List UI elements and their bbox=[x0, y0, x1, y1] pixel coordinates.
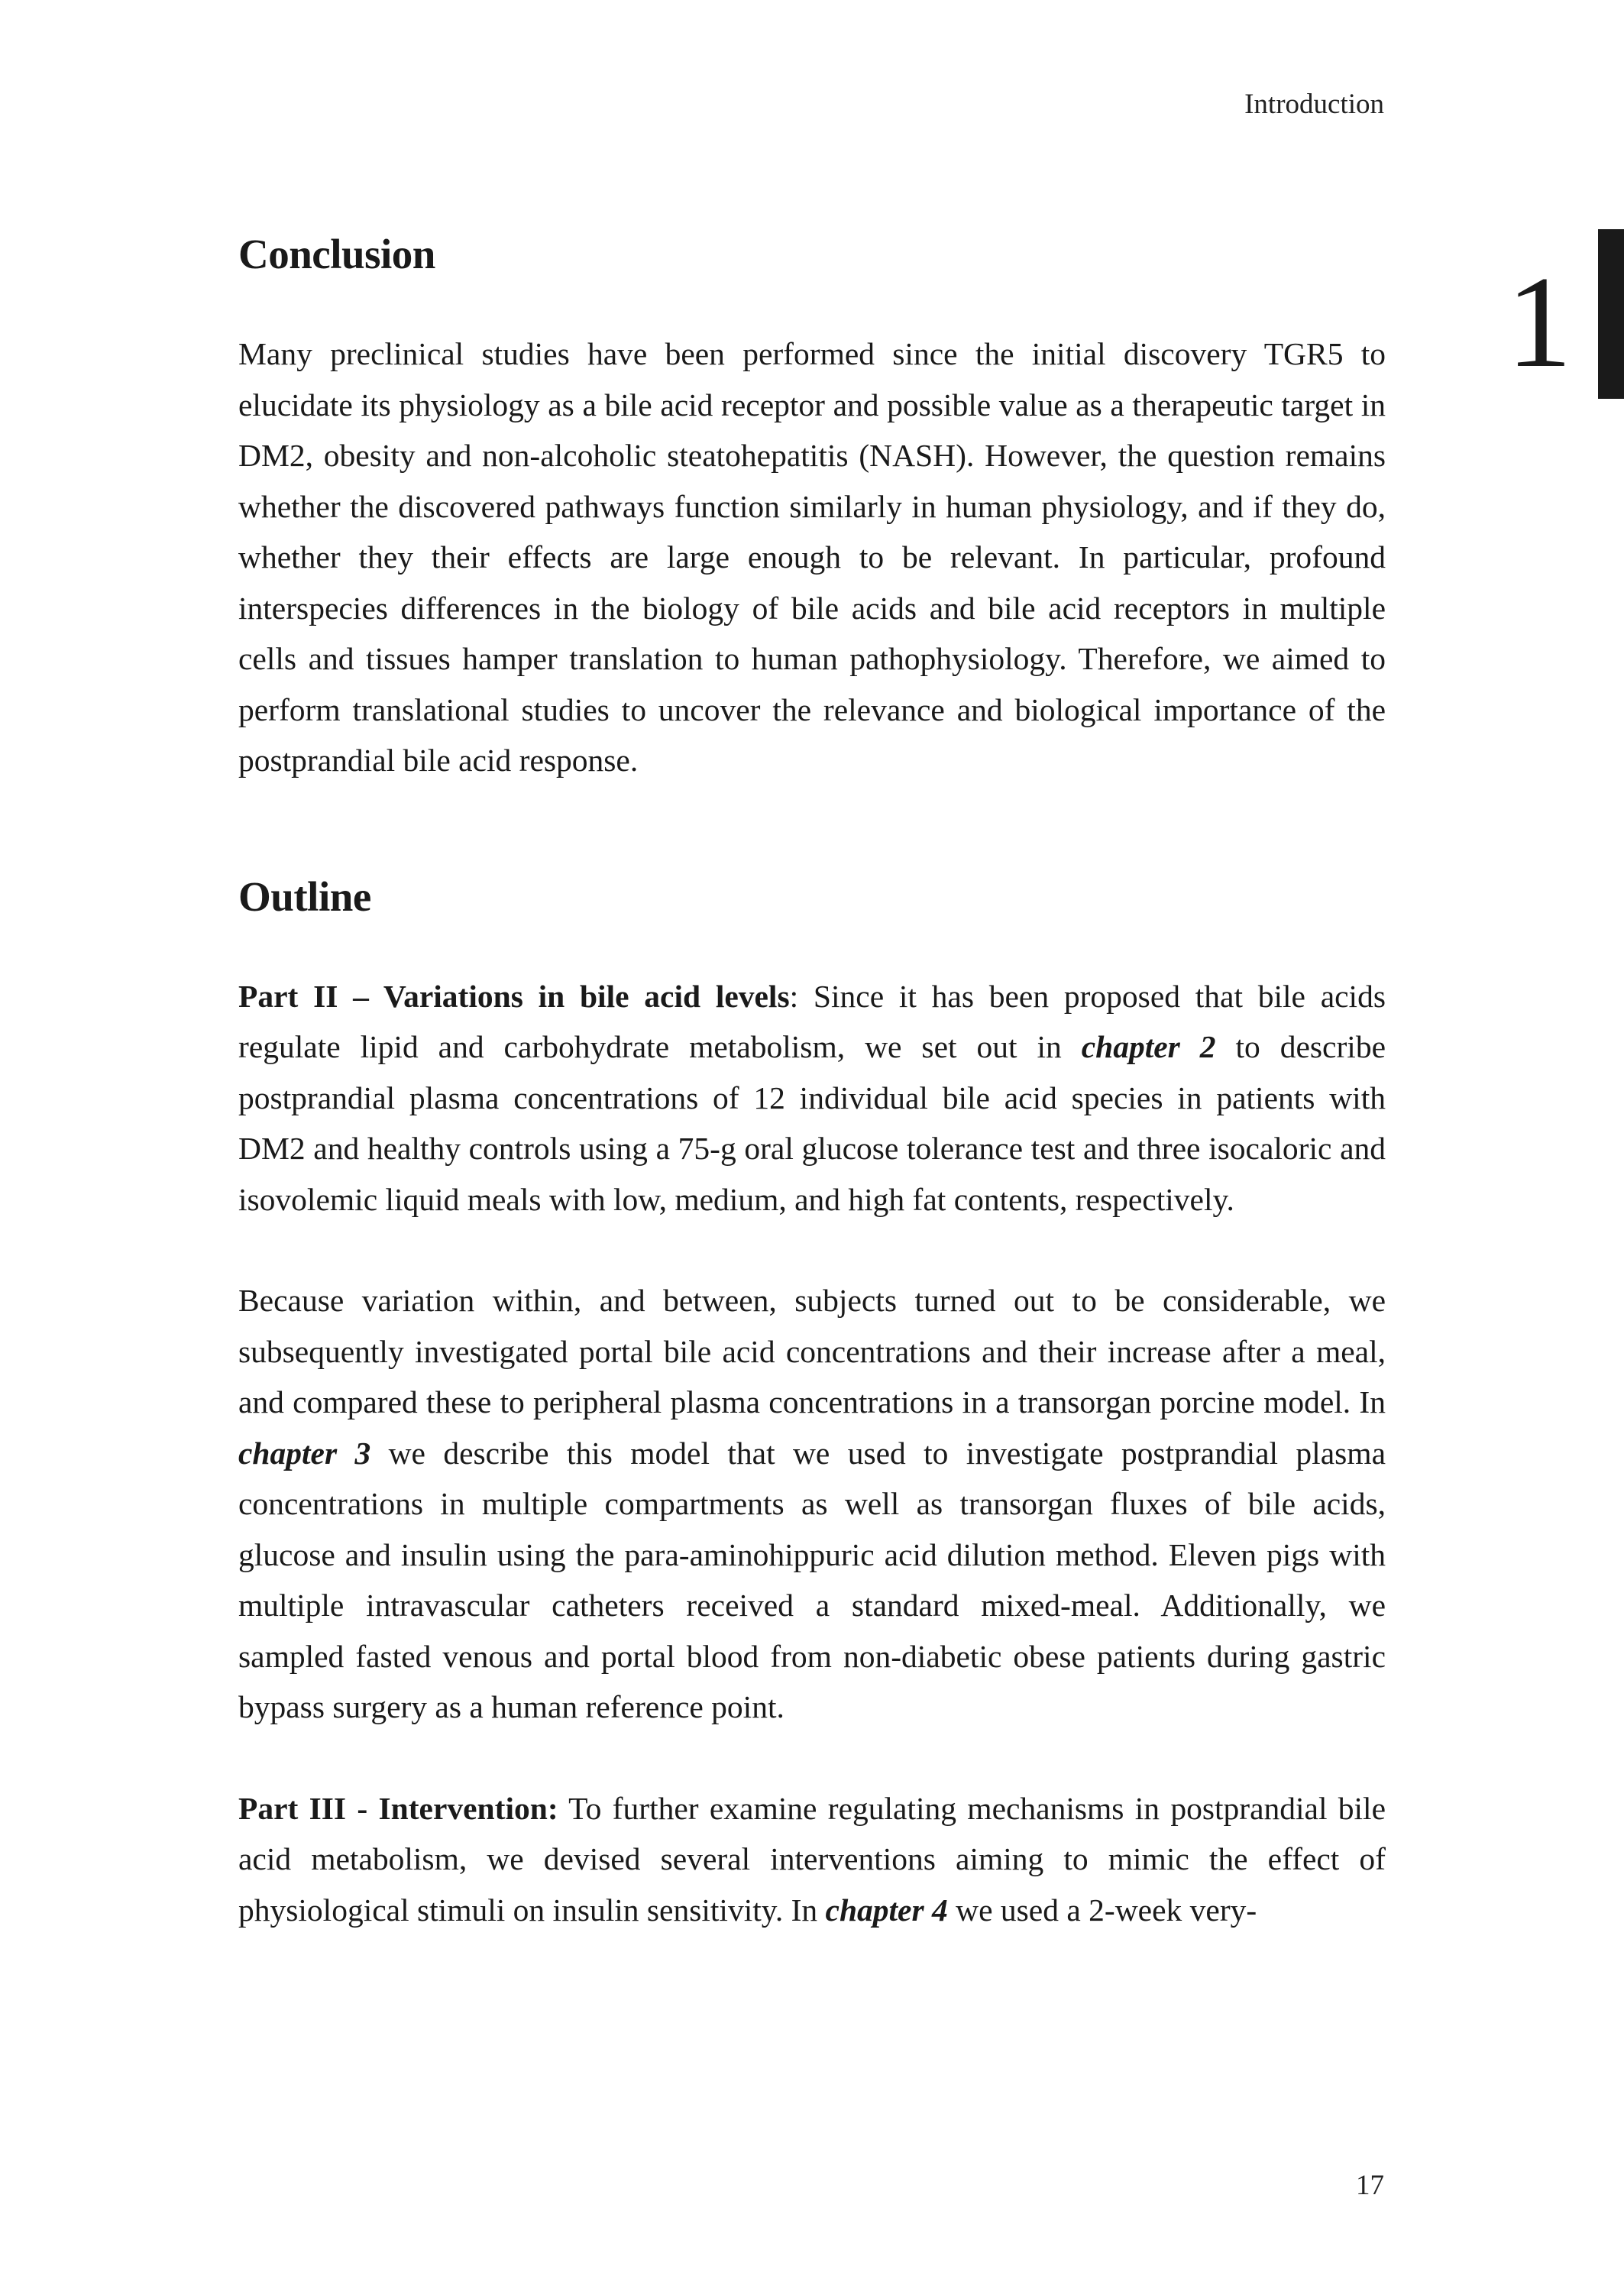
part-2-text-a: : Since it has been proposed that bile acids regulate lipid and carbohydrate metabolism, we set out in bbox=[238, 978, 1386, 1064]
outline-section bbox=[238, 872, 1386, 1936]
conclusion-paragraph: Many preclinical studies have been performed since the initial discovery TGR5 to elucidate its physiology as a bile acid receptor and possible value as a therapeutic target in DM2, obesity and non-alcoholic steatohepatitis (NASH). However, the question remains whether the discovered pathways function similarly in human physiology, and if they do, whether they their effects are large enough to be relevant. In particular, profound interspecies differences in the biology of bile acids and bile acid receptors in multiple cells and tissues hamper translation to human pathophysiology. Therefore, we aimed to perform translational studies to uncover the relevance and biological importance of the postprandial bile acid response. bbox=[238, 336, 1386, 778]
outline-paragraph-part-2 bbox=[238, 971, 1386, 1225]
outline-heading: Outline bbox=[238, 872, 371, 920]
chapter-2-ref: chapter 2 bbox=[1081, 1029, 1216, 1064]
chapter-3-text-a: Because variation within, and between, subjects turned out to be considerable, we subsequently investigated portal bile acid concentrations and their increase after a meal, and compared these to peripheral plasma concentrations in a transorgan porcine model. In bbox=[238, 1283, 1386, 1420]
part-2-lead: Part II – Variations in bile acid levels bbox=[238, 978, 790, 1014]
conclusion-section bbox=[238, 229, 1386, 786]
running-header: Introduction bbox=[1244, 89, 1384, 120]
chapter-tab bbox=[1506, 229, 1624, 399]
chapter-3-ref: chapter 3 bbox=[238, 1435, 371, 1471]
page-number: 17 bbox=[1356, 2170, 1384, 2201]
part-3-lead: Part III - Intervention: bbox=[238, 1790, 558, 1826]
chapter-4-ref: chapter 4 bbox=[825, 1892, 948, 1928]
outline-paragraph-chapter-3 bbox=[238, 1275, 1386, 1733]
page-body bbox=[238, 229, 1386, 1935]
chapter-number: 1 bbox=[1506, 250, 1572, 395]
outline-paragraph-part-3 bbox=[238, 1783, 1386, 1936]
part-3-text-b: we used a 2-week very- bbox=[947, 1892, 1257, 1928]
conclusion-heading: Conclusion bbox=[238, 231, 435, 277]
chapter-3-text-b: we describe this model that we used to investigate postprandial plasma concentrations in multiple compartments as well as transorgan fluxes of bile acids, glucose and insulin using the para-aminohippuric acid dilution method. Eleven pigs with multiple intravascular catheters received a standard mixed-meal. Additionally, we sampled fasted venous and portal blood from non-diabetic obese patients during gastric bypass surgery as a human reference point. bbox=[238, 1435, 1386, 1724]
part-3-text-a: To further examine regulating mechanisms in postprandial bile acid metabolism, we devised several interventions aiming to mimic the effect of physiological stimuli on insulin sensitivity. In bbox=[238, 1790, 1386, 1928]
chapter-thumb-bar bbox=[1598, 229, 1624, 399]
part-2-text-b: to describe postprandial plasma concentrations of 12 individual bile acid species in patients with DM2 and healthy controls using a 75-g oral glucose tolerance test and three isocaloric and isovolemic liquid meals with low, medium, and high fat contents, respectively. bbox=[238, 1029, 1386, 1217]
